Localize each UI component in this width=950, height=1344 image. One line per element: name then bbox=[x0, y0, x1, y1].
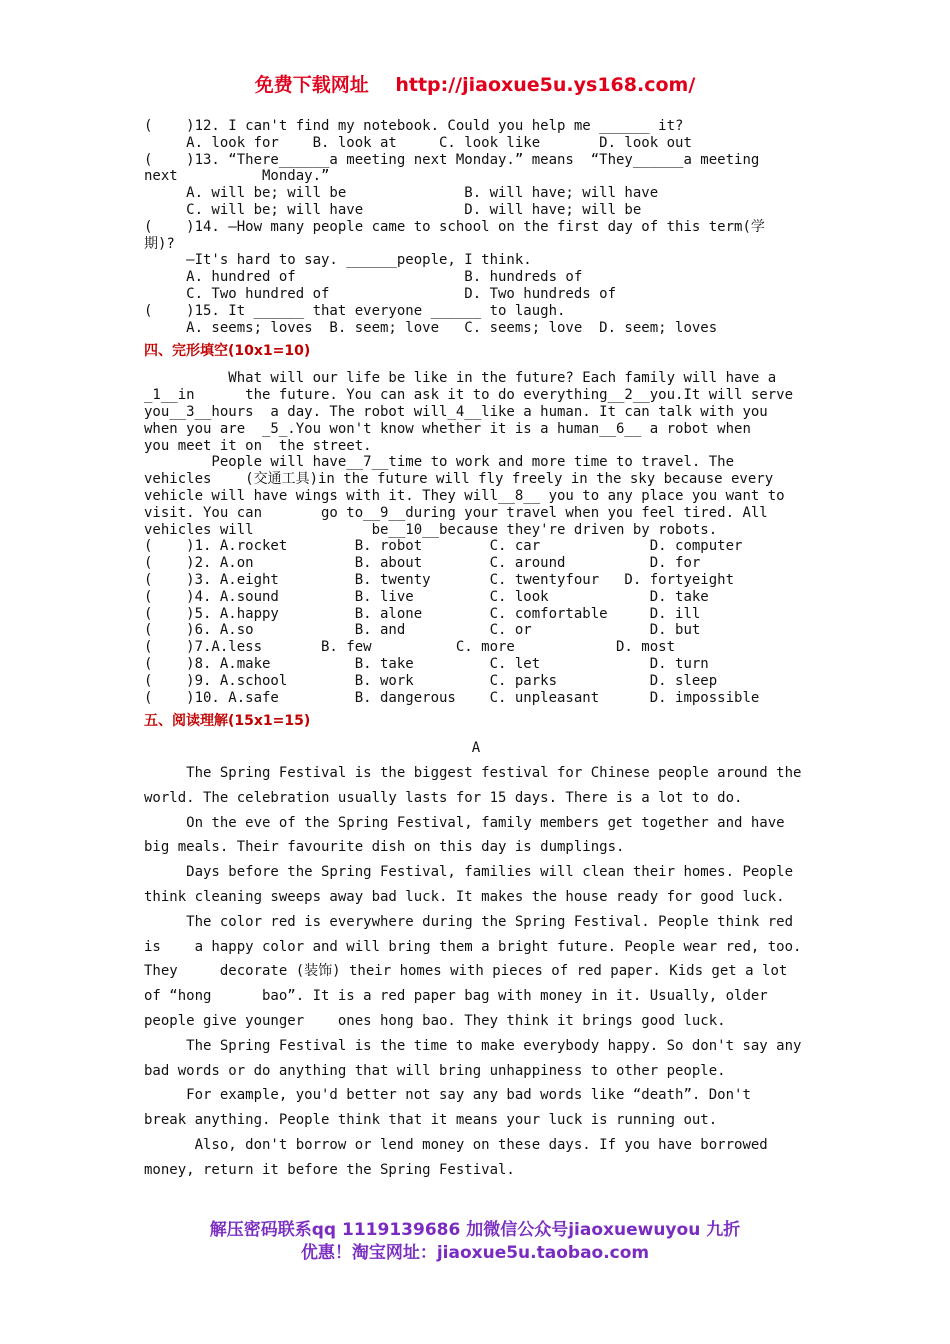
reading-passage bbox=[144, 761, 808, 1183]
header-title: 免费下载网址 bbox=[254, 74, 369, 96]
question-line: ( )13. “There______a meeting next Monday.” means “They______a meeting bbox=[144, 151, 760, 168]
question-line: C. Two hundred of D. Two hundreds of bbox=[144, 285, 617, 302]
worksheet-content bbox=[144, 118, 808, 1183]
question-line: C. will be; will have D. will have; will be bbox=[144, 201, 642, 218]
cloze-options bbox=[144, 538, 808, 706]
cloze-line: visit. You can go to__9__during your travel when you feel tired. All bbox=[144, 504, 768, 521]
mc-questions bbox=[144, 118, 808, 336]
passage-line: They decorate (装饰) their homes with pieces of red paper. Kids get a lot bbox=[144, 963, 788, 980]
passage-line: The Spring Festival is the time to make everybody happy. So don't say any bbox=[144, 1037, 802, 1054]
page-footer bbox=[0, 1219, 950, 1265]
question-line: A. will be; will be B. will have; will have bbox=[144, 185, 659, 202]
passage-line: The color red is everywhere during the Spring Festival. People think red bbox=[144, 913, 794, 930]
option-row: ( )5. A.happy B. alone C. comfortable D. ill bbox=[144, 605, 701, 622]
option-row: ( )1. A.rocket B. robot C. car D. computer bbox=[144, 538, 743, 555]
cloze-line: vehicles (交通工具)in the future will fly freely in the sky because every bbox=[144, 471, 774, 488]
cloze-line: _1__in the future. You can ask it to do everything__2__you.It will serve bbox=[144, 387, 794, 404]
cloze-line: What will our life be like in the future? Each family will have a bbox=[144, 370, 777, 387]
question-line: A. look for B. look at C. look like D. look out bbox=[144, 134, 692, 151]
passage-line: The Spring Festival is the biggest festival for Chinese people around the bbox=[144, 765, 802, 782]
option-row: ( )7.A.less B. few C. more D. most bbox=[144, 639, 676, 656]
passage-line: break anything. People think that it means your luck is running out. bbox=[144, 1112, 718, 1129]
passage-line: of “hong bao”. It is a red paper bag with money in it. Usually, older bbox=[144, 988, 768, 1005]
passage-line: is a happy color and will bring them a bright future. People wear red, too. bbox=[144, 938, 802, 955]
section-title-reading: 五、阅读理解(15x1=15) bbox=[144, 713, 311, 730]
cloze-line: vehicles will be__10__because they're driven by robots. bbox=[144, 521, 718, 538]
option-row: ( )9. A.school B. work C. parks D. sleep bbox=[144, 672, 718, 689]
passage-line: For example, you'd better not say any bad words like “death”. Don't bbox=[144, 1087, 751, 1104]
passage-line: On the eve of the Spring Festival, family members get together and have bbox=[144, 814, 785, 831]
question-line: A. hundred of B. hundreds of bbox=[144, 269, 583, 286]
cloze-line: People will have__7__time to work and more time to travel. The bbox=[144, 454, 735, 471]
cloze-line: you__3__hours a day. The robot will_4__like a human. It can talk with you bbox=[144, 403, 768, 420]
option-row: ( )4. A.sound B. live C. look D. take bbox=[144, 588, 709, 605]
passage-line: big meals. Their favourite dish on this day is dumplings. bbox=[144, 839, 625, 856]
passage-line: bad words or do anything that will bring unhappiness to other people. bbox=[144, 1062, 726, 1079]
question-line: ( )15. It ______ that everyone ______ to laugh. bbox=[144, 302, 566, 319]
passage-line: money, return it before the Spring Festival. bbox=[144, 1161, 515, 1178]
passage-label: A bbox=[471, 740, 481, 757]
footer-shop-link[interactable]: 优惠！淘宝网址：jiaoxue5u.taobao.com bbox=[300, 1243, 650, 1263]
passage-line: Also, don't borrow or lend money on these days. If you have borrowed bbox=[144, 1137, 768, 1154]
question-line: A. seems; loves B. seem; love C. seems; love D. seem; loves bbox=[144, 319, 718, 336]
option-row: ( )3. A.eight B. twenty C. twentyfour D. fortyeight bbox=[144, 571, 735, 588]
passage-line: world. The celebration usually lasts for 15 days. There is a lot to do. bbox=[144, 789, 743, 806]
question-line: —It's hard to say. ______people, I think. bbox=[144, 252, 532, 269]
question-line: 期)? bbox=[144, 235, 175, 252]
header-url[interactable]: http://jiaoxue5u.ys168.com/ bbox=[395, 74, 696, 96]
question-line: ( )12. I can't find my notebook. Could you help me ______ it? bbox=[144, 118, 684, 134]
question-line: next Monday.” bbox=[144, 168, 330, 185]
cloze-line: when you are _5_.You won't know whether it is a human__6__ a robot when bbox=[144, 420, 751, 437]
passage-line: Days before the Spring Festival, families will clean their homes. People bbox=[144, 864, 794, 881]
option-row: ( )10. A.safe B. dangerous C. unpleasant D. impossible bbox=[144, 689, 760, 706]
question-line: ( )14. —How many people came to school on the first day of this term(学 bbox=[144, 218, 765, 235]
section-title-cloze: 四、完形填空(10x1=10) bbox=[144, 343, 311, 360]
page-header bbox=[0, 70, 950, 97]
passage-line: think cleaning sweeps away bad luck. It makes the house ready for good luck. bbox=[144, 889, 785, 906]
cloze-line: vehicle will have wings with it. They will__8__ you to any place you want to bbox=[144, 487, 785, 504]
option-row: ( )8. A.make B. take C. let D. turn bbox=[144, 655, 709, 672]
option-row: ( )2. A.on B. about C. around D. for bbox=[144, 555, 701, 572]
cloze-line: you meet it on the street. bbox=[144, 437, 372, 454]
footer-contact: 解压密码联系qq 1119139686 加微信公众号jiaoxuewuyou 九折 bbox=[209, 1220, 741, 1240]
option-row: ( )6. A.so B. and C. or D. but bbox=[144, 622, 701, 639]
passage-line: people give younger ones hong bao. They think it brings good luck. bbox=[144, 1013, 726, 1030]
cloze-passage bbox=[144, 370, 808, 538]
